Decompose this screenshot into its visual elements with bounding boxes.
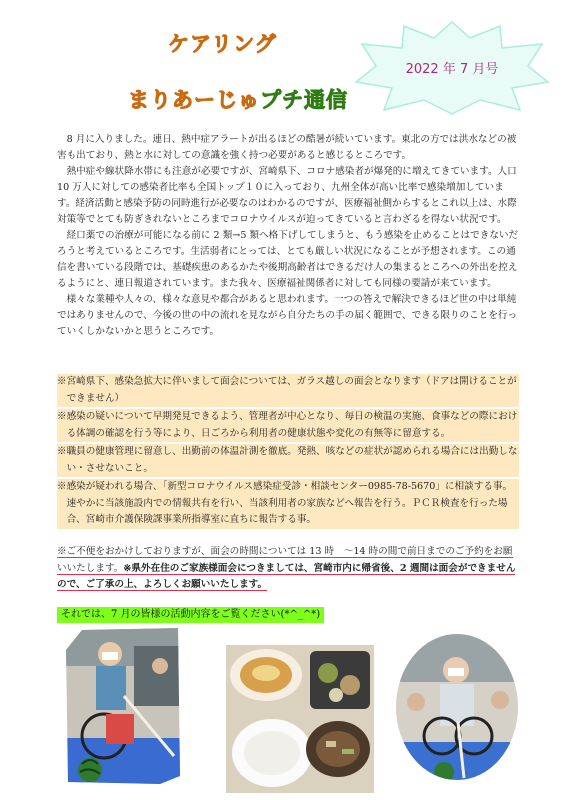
photo-resident-activity [394,632,520,782]
title-part-b: プチ通信 [260,88,348,112]
notice-item: ※宮崎県下、感染急拡大に伴いまして面会については、ガラス越しの面会となります（ドアは開けることができません） [57,374,519,407]
notice-item: ※職員の健康管理に留意し、出勤前の体温計測を徹底。発熱、咳などの症状が認められる場合には出勤しない・させないこと。 [57,444,519,477]
body-text [57,132,519,340]
body-paragraph: 様々な業種や人々の、様々な意見や都合があると思われます。一つの答えで解決できるほど世の中は単純ではありませんので、今後の世の中の流れを見ながら自分たちの手の届く範囲で、できる限りのことを行っていくしかないかと思うところです。 [57,294,518,337]
notice-item: ※感染の疑いについて早期発見できるよう、管理者が中心となり、毎日の検温の実施、食事などの際における体調の確認を行う等により、日ごろから利用者の健康状態や変化の有無等に留意する。 [57,409,519,442]
date-badge [352,18,552,116]
visit-alert [57,544,519,594]
date-badge-text: 2022 年 7 月号 [405,62,499,77]
notice-item: ※感染が疑われる場合、「新型コロナウイルス感染症受診・相談センター0985-78-5670」に相談する事。速やかに当該施設内での情報共有を行い、当該利用者の家族などへ報告を行う。ＰＣＲ検査を行った場合、宮崎市介護保険課事業所指導室に直ちに報告する事。 [57,479,519,529]
body-paragraph: 熱中症や線状降水帯にも注意が必要ですが、宮崎県下、コロナ感染者が爆発的に増えてきています。人口 10 万人に対しての感染者比率も全国トップ１０に入っており、九州全体が高い比率で感染増加しています。経済活動と感染予防の同時進行が必要なのはわかるのですが、医療福祉側からするとこれ以上は、水際対策等でとても防ぎきれないところまでコロナウイルスが迫ってきていると言わざるを得ない状況です。 [57,166,517,225]
body-paragraph: 経口薬での治療が可能になる前に 2 類→5 類へ格下げしてしまうと、もう感染を止めることはできないだろうと考えているところです。生活弱者にとっては、とても厳しい状況になることが予想されます。この通信を書いている段階では、基礎疾患のあるかたや後期高齢者はできるだけ人の集まるところへの外出を控えるようにと、連日報道されています。また我々、医療福祉関係者に対しても同様の要請が来ています。 [57,230,519,289]
out-of-prefecture-notice: ※県外在住のご家族様面会につきましては、宮崎市内に帰省後、2 週間は面会ができませんので、ご了承の上、よろしくお願いいたします。 [57,562,516,590]
title-part-a: まりあーじゅ [128,88,260,112]
newsletter-title-line1: ケアリング [168,32,277,56]
notice-list [57,374,519,531]
body-paragraph: 8 月に入りました。連日、熱中症アラートが出るほどの酷暑が続いています。東北の方では洪水などの被害も出ており、熱と水に対しての意識を強く持つ必要があると感じるところです。 [57,134,517,161]
closing-line: それでは、7 月の皆様の活動内容をご覧ください(*^_^*) [57,607,324,623]
photo-meal [226,645,374,793]
newsletter-title-line2 [128,84,348,114]
photo-wheelchair-game [64,626,182,786]
visit-time-notice: ※ご不便をおかけしておりますが、面会の時間については 13 時 ～14 時の間で前日までのご予約をお願いいたします。 [57,546,513,574]
